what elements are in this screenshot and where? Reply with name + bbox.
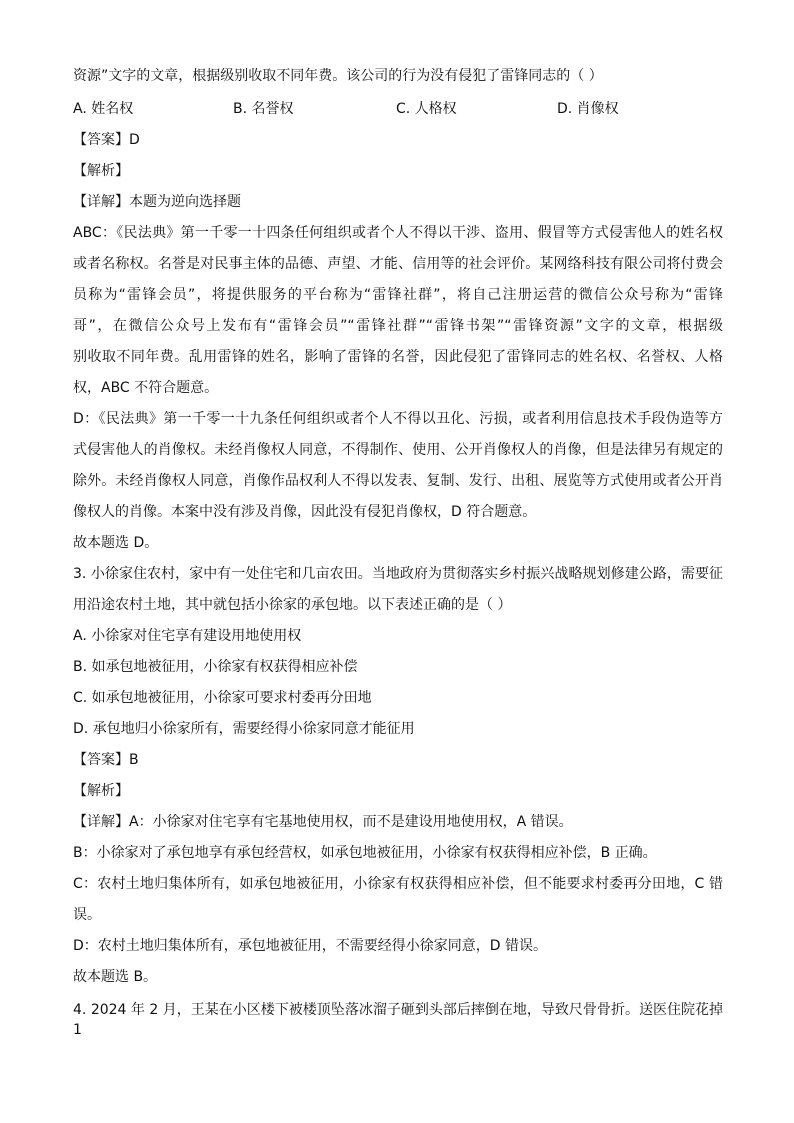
q2-option-a: A. 姓名权: [73, 101, 134, 117]
q3-d-line: D：农村土地归集体所有，承包地被征用，不需要经得小徐家同意，D 错误。: [73, 938, 548, 954]
q3-option-c: C. 如承包地被征用，小徐家可要求村委再分田地: [73, 690, 372, 706]
q2-analysis-label: 【解析】: [73, 163, 129, 179]
q2-option-c: C. 人格权: [396, 101, 457, 117]
q2-d-line: 像权人的肖像。本案中没有涉及肖像，因此没有侵犯肖像权，D 符合题意。: [73, 504, 537, 520]
q2-stem-tail: 资源”文字的文章，根据级别收取不同年费。该公司的行为没有侵犯了雷锋同志的（ ）: [73, 68, 603, 84]
q3-b-line: B：小徐家对了承包地享有承包经营权，如承包地被征用，小徐家有权获得相应补偿，B 正确。: [73, 845, 657, 861]
q2-d-line: 除外。未经肖像权人同意，肖像作品权利人不得以发表、复制、发行、出租、展览等方式使用或者公开肖: [73, 473, 723, 489]
q2-abc-line: 员称为“雷锋会员”，将提供服务的平台称为“雷锋社群”，将自己注册运营的微信公众号称为“雷锋: [73, 287, 723, 303]
q3-option-a: A. 小徐家对住宅享有建设用地使用权: [73, 628, 302, 644]
q2-answer: 【答案】D: [73, 132, 140, 148]
q3-conclusion: 故本题选 B。: [73, 969, 158, 985]
q2-option-b: B. 名誉权: [233, 101, 294, 117]
q2-abc-line: 或者名称权。名誉是对民事主体的品德、声望、才能、信用等的社会评价。某网络科技有限公司将付费会: [73, 256, 723, 272]
q2-d-line: D：《民法典》第一千零一十九条任何组织或者个人不得以丑化、污损，或者利用信息技术手段伪造等方: [73, 411, 723, 427]
q2-abc-line: ABC：《民法典》第一千零一十四条任何组织或者个人不得以干涉、盗用、假冒等方式侵害他人的姓名权: [73, 225, 723, 241]
q4-stem: 4. 2024 年 2 月，王某在小区楼下被楼顶坠落冰溜子砸到头部后摔倒在地，导致尺骨骨折。送医住院花掉 1: [73, 1002, 723, 1038]
q3-option-d: D. 承包地归小徐家所有，需要经得小徐家同意才能征用: [73, 721, 415, 737]
q2-detail: 【详解】本题为逆向选择题: [73, 194, 241, 210]
q3-stem-line: 用沿途农村土地，其中就包括小徐家的承包地。以下表述正确的是（ ）: [73, 597, 512, 613]
q2-d-line: 式侵害他人的肖像权。未经肖像权人同意，不得制作、使用、公开肖像权人的肖像，但是法律另有规定的: [73, 442, 723, 458]
q3-analysis-label: 【解析】: [73, 783, 129, 799]
q2-abc-line: 别收取不同年费。乱用雷锋的姓名，影响了雷锋的名誉，因此侵犯了雷锋同志的姓名权、名誉权、人格: [73, 349, 723, 365]
q3-c-line: 误。: [73, 907, 101, 923]
q3-option-b: B. 如承包地被征用，小徐家有权获得相应补偿: [73, 659, 358, 675]
q3-detail: 【详解】A：小徐家对住宅享有宅基地使用权，而不是建设用地使用权，A 错误。: [73, 814, 573, 830]
q2-abc-line: 权，ABC 不符合题意。: [73, 380, 219, 396]
q3-c-line: C：农村土地归集体所有，如承包地被征用，小徐家有权获得相应补偿，但不能要求村委再分田地，C 错: [73, 876, 723, 892]
q2-abc-line: 哥”，在微信公众号上发布有“雷锋会员”“雷锋社群”“雷锋书架”“雷锋资源”文字的文章，根据级: [73, 318, 723, 334]
q2-conclusion: 故本题选 D。: [73, 535, 159, 551]
q3-stem-line: 3. 小徐家住农村，家中有一处住宅和几亩农田。当地政府为贯彻落实乡村振兴战略规划修建公路，需要征: [73, 566, 723, 582]
q2-option-d: D. 肖像权: [557, 101, 619, 117]
q3-answer: 【答案】B: [73, 752, 139, 768]
